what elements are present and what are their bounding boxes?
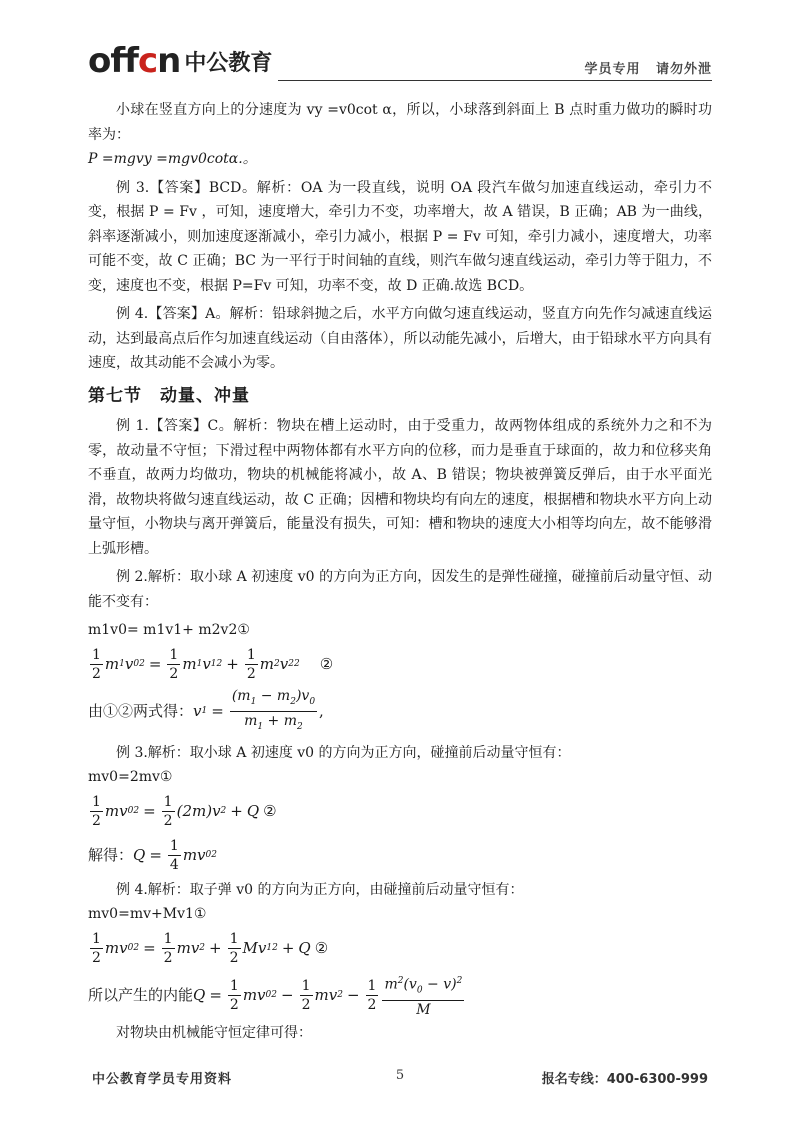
paragraph-momentum-example-4: 例 4.解析：取子弹 v0 的方向为正方向，由碰撞前后动量守恒有： xyxy=(116,881,524,898)
offcn-logo xyxy=(88,41,273,81)
equation-momentum-4: mv0=mv+Mv1① xyxy=(88,906,207,922)
logo-english: offcn xyxy=(88,41,181,81)
paragraph-momentum-example-1: 例 1.【答案】C。解析：物块在槽上运动时，由于受重力，故两物体组成的系统外力之和不为零，故动量不守恒；下滑过程中两物体都有水平方向的位移，而力是垂直于球面的，故力和位移夹角不垂直，故两力均做功，物块的机械能将减小，故 A、B 错误；物块被弹簧反弹后，由于水平面光滑，故物块将做匀速直线运动，故 C 正确；因槽和物块均有向左的速度，根据槽和物块水平方向上动量守恒，小物块与离开弹簧后，能量没有损失，可知：槽和物块的速度大小相等均向左，故不能够滑上弧形槽。 xyxy=(88,418,712,557)
logo-chinese: 中公教育 xyxy=(184,51,273,76)
equation-marker: ② xyxy=(263,802,277,821)
header-tags xyxy=(574,58,712,77)
paragraph-vertical-velocity: 小球在竖直方向上的分速度为 vy =v0cot α，所以，小球落到斜面上 B 点时重力做功的瞬时功率为： xyxy=(88,102,712,143)
header-divider xyxy=(278,80,712,81)
equation-marker: ② xyxy=(314,939,329,958)
equation-prefix: 所以产生的内能 xyxy=(88,986,194,1005)
equation-marker: ② xyxy=(319,655,334,674)
paragraph-example-3: 例 3.【答案】BCD。解析：OA 为一段直线，说明 OA 段汽车做匀加速直线运动，牵引力不变，根据 P = Fv ，可知，速度增大，牵引力不变，功率增大，故 A 错误，B 正确；AB 为一曲线，斜率逐渐减小，则加速度逐渐减小，牵引力减小，根据 P = Fv 可知，牵引力减小，速度增大，功率可能不变，故 C 正确；BC 为一平行于时间轴的直线，则汽车做匀速直线运动，牵引力等于阻力，不变，速度也不变，根据 P=Fv 可知，功率不变，故 D 正确.故选 BCD。 xyxy=(88,179,712,294)
paragraph-energy-conservation: 对物块由机械能守恒定律可得： xyxy=(116,1024,312,1041)
header-tag-confidential: 请勿外泄 xyxy=(655,62,712,77)
paragraph-momentum-example-3: 例 3.解析：取小球 A 初速度 v0 的方向为正方向，碰撞前后动量守恒有： xyxy=(116,744,571,761)
page-footer xyxy=(0,1062,800,1092)
equation-energy-3: $\frac{1}{2}$ mv 0 2 = $\frac{1}{2}$ (2m)v 2 + Q ② xyxy=(92,794,277,829)
page-content xyxy=(88,98,712,1045)
page-header xyxy=(0,0,800,90)
header-tag-students-only: 学员专用 xyxy=(584,62,641,77)
section-title: 第七节 动量、冲量 xyxy=(88,385,250,406)
equation-prefix: 解得： xyxy=(88,846,134,865)
equation-solution-Q: 解得： Q = $\frac{1}{4}$ mv 0 2 xyxy=(88,838,217,873)
equation-energy-4: $\frac{1}{2}$ mv 0 2 = $\frac{1}{2}$ mv 2 + $\frac{1}{2}$ Mv 1 2 + Q ② xyxy=(92,931,329,966)
page-number: 5 xyxy=(395,1068,405,1083)
paragraph-example-4: 例 4.【答案】A。解析：铅球斜抛之后，水平方向做匀速直线运动，竖直方向先作匀减速直线运动，达到最高点后作匀加速直线运动（自由落体），所以动能先减小，后增大，由于铅球水平方向具有速度，故其动能不会减小为零。 xyxy=(88,306,712,371)
equation-prefix: 由①②两式得： xyxy=(88,702,194,721)
equation-momentum-3: mv0=2mv① xyxy=(88,769,173,785)
footer-material-label: 中公教育学员专用资料 xyxy=(92,1072,233,1087)
formula-power: P =mgvy =mgv0cotα.。 xyxy=(88,151,257,167)
equation-momentum-1: m1v0= m1v1+ m2v2① xyxy=(88,622,250,638)
equation-result-v1: 由①②两式得： v 1 = $\frac{(m_1 - m_2)v_0}{m_1 + m_2}$ , xyxy=(88,688,324,732)
paragraph-momentum-example-2: 例 2.解析：取小球 A 初速度 v0 的方向为正方向，因发生的是弹性碰撞，碰撞前后动量守恒、动能不变有： xyxy=(88,569,712,610)
equation-energy-2: $\frac{1}{2}$ m 1 v 0 2 = $\frac{1}{2}$ m 1 v 1 2 + $\frac{1}{2}$ m 2 v 2 2 ② xyxy=(92,647,334,682)
footer-hotline: 报名专线：400-6300-999 xyxy=(541,1072,708,1087)
equation-internal-energy: 所以产生的内能 Q = $\frac{1}{2}$ mv 0 2 − $\frac{1}{2}$ mv 2 − $\frac{1}{2}$ $\frac{m^2(v_0 - v)^2}{M}$ xyxy=(88,971,712,1021)
